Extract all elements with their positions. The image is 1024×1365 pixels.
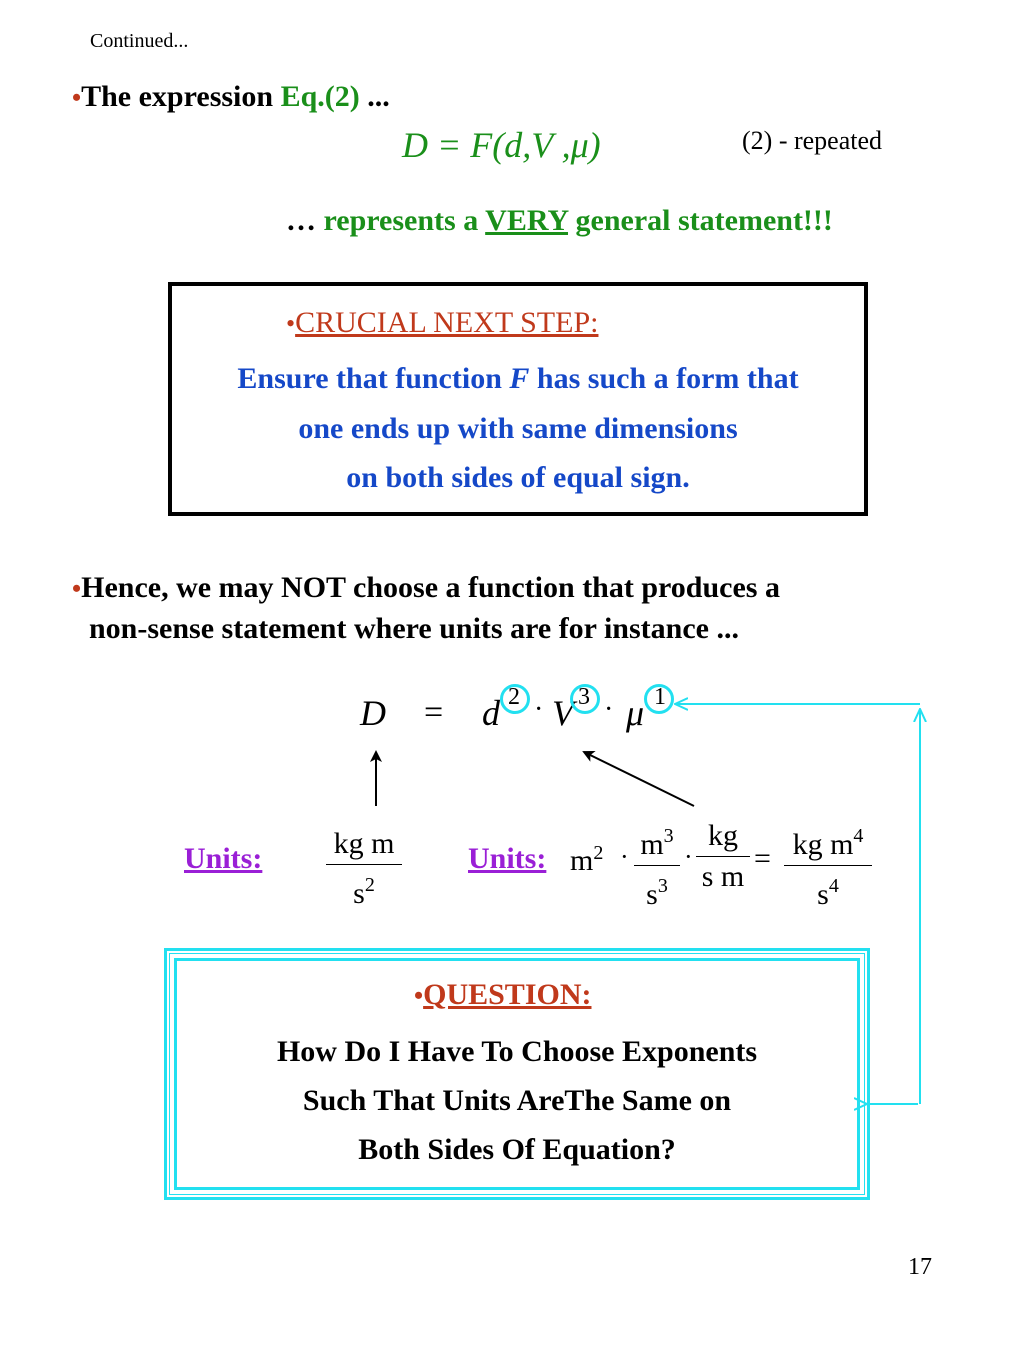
arrow-to-V-exponent (584, 752, 694, 806)
eq-mu: μ (626, 693, 645, 733)
bullet-dot: • (72, 83, 82, 112)
result-den-base: s (817, 878, 829, 911)
den-base: s (353, 877, 365, 910)
result-den-exp: 4 (828, 875, 839, 897)
frac1-num-exp: 3 (663, 825, 674, 847)
frac2-num: kg (708, 819, 738, 852)
question-line-2: Such That Units AreThe Same on (302, 1084, 732, 1117)
bullet-dot: • (286, 309, 296, 338)
question-line-3: Both Sides Of Equation? (358, 1133, 676, 1166)
crucial-line-2: one ends up with same dimensions (298, 412, 738, 445)
expression-prefix: The expression (81, 80, 281, 113)
units-frac-1 (634, 818, 680, 913)
eq-d: d (482, 693, 500, 733)
statement-very: VERY (485, 204, 569, 237)
crucial-line-1a: Ensure that function (237, 362, 510, 395)
expression-suffix: ... (359, 80, 390, 113)
units-dot-1: · (620, 842, 629, 871)
eq-reference: Eq.(2) (280, 80, 360, 113)
frac1-den-base: s (646, 878, 658, 911)
result-den (784, 868, 872, 913)
fraction-bar (696, 856, 750, 857)
fraction-bar (784, 865, 872, 866)
frac1-num (634, 818, 680, 863)
fraction-bar (634, 865, 680, 866)
crucial-line-3: on both sides of equal sign. (346, 461, 690, 494)
question-heading (414, 978, 591, 1012)
units-left-num: kg m (333, 827, 395, 860)
result-num-exp: 4 (853, 825, 864, 847)
units-label-left: Units: (184, 842, 263, 875)
den-exp: 2 (364, 874, 375, 896)
frac1-den-exp: 3 (657, 875, 668, 897)
units-dot-2: · (684, 842, 693, 871)
equation-2: D = F(d,V ,μ) (402, 125, 601, 165)
crucial-line-1b: has such a form that (529, 362, 799, 395)
fraction-bar (326, 864, 402, 865)
exp-V: 3 (578, 684, 590, 710)
units-left-den (326, 867, 402, 912)
continued-label: Continued... (90, 30, 189, 52)
statement-a: represents a (323, 204, 486, 237)
exp-mu: 1 (654, 684, 666, 710)
eq-dot-2: · (604, 694, 614, 725)
units-result-fraction (784, 818, 872, 913)
units-left-fraction (326, 826, 402, 912)
frac1-num-base: m (640, 828, 664, 861)
bullet-dot: • (414, 981, 424, 1010)
frac1-den (634, 868, 680, 913)
eq-V: V (552, 693, 574, 733)
units-term1 (570, 842, 603, 878)
statement-ellipsis: … (286, 204, 324, 237)
equation-tag: (2) - repeated (742, 126, 883, 155)
eq-equals: = (424, 694, 444, 731)
crucial-line-1f: F (509, 362, 530, 395)
units-label-right: Units: (468, 842, 547, 875)
term1-base: m (570, 844, 594, 877)
eq-lhs-D: D (360, 693, 386, 733)
crucial-heading-text: CRUCIAL NEXT STEP: (295, 306, 599, 339)
statement-b: general statement!!! (568, 204, 833, 237)
exp-d: 2 (508, 684, 520, 710)
frac2-den: s m (701, 860, 745, 893)
result-num-base: kg m (792, 828, 854, 861)
question-line-1: How Do I Have To Choose Exponents (276, 1035, 758, 1068)
units-equals: = (754, 842, 771, 875)
page-number: 17 (908, 1254, 932, 1280)
term1-exp: 2 (593, 842, 604, 864)
hence-line-1-text: Hence, we may NOT choose a function that produces a (81, 571, 780, 604)
result-num (784, 818, 872, 863)
eq-dot-1: · (534, 694, 544, 725)
hence-line-2: non-sense statement where units are for instance ... (89, 612, 739, 645)
units-frac-2 (696, 818, 750, 895)
bullet-dot: • (72, 574, 82, 603)
question-heading-text: QUESTION: (423, 978, 592, 1011)
